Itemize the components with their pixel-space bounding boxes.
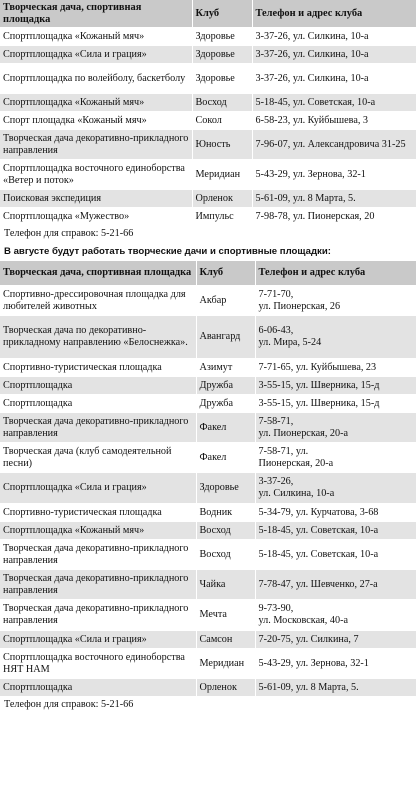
cell-club: Мечта xyxy=(196,600,255,631)
cell-venue: Спортплощадка «Мужество» xyxy=(0,208,192,226)
cell-contact: 3-55-15, ул. Шверника, 15-д xyxy=(255,395,416,413)
cell-contact: 9-73-90, ул. Московская, 40-а xyxy=(255,600,416,631)
cell-club: Здоровье xyxy=(196,473,255,504)
cell-contact: 3-37-26, ул. Силкина, 10-а xyxy=(252,28,416,46)
cell-contact: 6-58-23, ул. Куйбышева, 3 xyxy=(252,112,416,130)
table-row xyxy=(0,413,416,443)
section-title: В августе будут работать творческие дачи и спортивные площадки: xyxy=(0,243,416,261)
cell-contact: 7-98-78, ул. Пионерская, 20 xyxy=(252,208,416,226)
table-row xyxy=(0,600,416,631)
table-clubs-summer xyxy=(0,0,416,226)
cell-club: Факел xyxy=(196,413,255,443)
cell-contact: 7-20-75, ул. Силкина, 7 xyxy=(255,631,416,649)
cell-club: Дружба xyxy=(196,377,255,395)
cell-contact: 5-18-45, ул. Советская, 10-а xyxy=(255,540,416,570)
cell-venue: Спортплощадка «Кожаный мяч» xyxy=(0,28,192,46)
cell-contact: 5-43-29, ул. Зернова, 32-1 xyxy=(252,160,416,190)
cell-club: Меридиан xyxy=(196,649,255,679)
cell-club: Меридиан xyxy=(192,160,252,190)
table-clubs-august xyxy=(0,261,416,697)
cell-contact: 7-71-65, ул. Куйбышева, 23 xyxy=(255,359,416,377)
cell-contact: 7-58-71, ул. Пионерская, 20-а xyxy=(255,413,416,443)
cell-venue: Спортплощадка «Кожаный мяч» xyxy=(0,94,192,112)
cell-venue: Спортплощадка восточного единоборства НЯТ НАМ xyxy=(0,649,196,679)
table-row xyxy=(0,359,416,377)
cell-club: Орленок xyxy=(196,679,255,697)
table-row xyxy=(0,443,416,473)
table-row xyxy=(0,316,416,359)
cell-club: Здоровье xyxy=(192,28,252,46)
header-venue: Творческая дача, спортивная площадка xyxy=(0,261,196,286)
table-row xyxy=(0,160,416,190)
cell-venue: Творческая дача декоративно-прикладного направления xyxy=(0,570,196,600)
table-row xyxy=(0,94,416,112)
cell-club: Здоровье xyxy=(192,64,252,94)
cell-contact: 6-06-43, ул. Мира, 5-24 xyxy=(255,316,416,359)
cell-venue: Творческая дача декоративно-прикладного направления xyxy=(0,600,196,631)
table-row xyxy=(0,190,416,208)
cell-venue: Спортплощадка xyxy=(0,679,196,697)
cell-club: Восход xyxy=(196,522,255,540)
cell-venue: Спортивно-туристическая площадка xyxy=(0,504,196,522)
cell-venue: Спортплощадка восточного единоборства «Ветер и поток» xyxy=(0,160,192,190)
cell-club: Орленок xyxy=(192,190,252,208)
cell-venue: Спортивно-туристическая площадка xyxy=(0,359,196,377)
cell-club: Акбар xyxy=(196,286,255,316)
table-row xyxy=(0,46,416,64)
cell-venue: Спортплощадка «Кожаный мяч» xyxy=(0,522,196,540)
table-row xyxy=(0,649,416,679)
cell-contact: 5-34-79, ул. Курчатова, 3-68 xyxy=(255,504,416,522)
header-contact: Телефон и адрес клуба xyxy=(255,261,416,286)
cell-contact: 3-55-15, ул. Шверника, 15-д xyxy=(255,377,416,395)
cell-club: Азимут xyxy=(196,359,255,377)
cell-venue: Поисковая экспедиция xyxy=(0,190,192,208)
table-row xyxy=(0,377,416,395)
cell-club: Здоровье xyxy=(192,46,252,64)
table-row xyxy=(0,28,416,46)
cell-venue: Спортплощадка xyxy=(0,377,196,395)
cell-venue: Творческая дача (клуб самодеятельной песни) xyxy=(0,443,196,473)
cell-venue: Творческая дача декоративно-прикладного направления xyxy=(0,130,192,160)
table-row xyxy=(0,504,416,522)
cell-venue: Спортплощадка «Сила и грация» xyxy=(0,46,192,64)
table-row xyxy=(0,631,416,649)
cell-venue: Спортивно-дрессировочная площадка для любителей животных xyxy=(0,286,196,316)
table-row xyxy=(0,570,416,600)
table-row xyxy=(0,473,416,504)
cell-contact: 5-43-29, ул. Зернова, 32-1 xyxy=(255,649,416,679)
cell-contact: 5-61-09, ул. 8 Марта, 5. xyxy=(252,190,416,208)
cell-club: Восход xyxy=(192,94,252,112)
table-row xyxy=(0,395,416,413)
table-row xyxy=(0,112,416,130)
cell-club: Авангард xyxy=(196,316,255,359)
table-row xyxy=(0,540,416,570)
table-row xyxy=(0,286,416,316)
cell-contact: 7-78-47, ул. Шевченко, 27-а xyxy=(255,570,416,600)
table-row xyxy=(0,522,416,540)
cell-contact: 5-18-45, ул. Советская, 10-а xyxy=(252,94,416,112)
header-venue: Творческая дача, спортивная площадка xyxy=(0,0,192,28)
cell-venue: Спортплощадка «Сила и грация» xyxy=(0,631,196,649)
cell-contact: 3-37-26, ул. Силкина, 10-а xyxy=(252,64,416,94)
cell-club: Самсон xyxy=(196,631,255,649)
cell-club: Дружба xyxy=(196,395,255,413)
cell-venue: Спортплощадка xyxy=(0,395,196,413)
cell-club: Юность xyxy=(192,130,252,160)
cell-club: Чайка xyxy=(196,570,255,600)
cell-contact: 7-96-07, ул. Александровича 31-25 xyxy=(252,130,416,160)
cell-contact: 7-58-71, ул. Пионерская, 20-а xyxy=(255,443,416,473)
table-header-row xyxy=(0,261,416,286)
cell-venue: Спортплощадка «Сила и грация» xyxy=(0,473,196,504)
cell-venue: Творческая дача по декоративно-прикладному направлению «Белоснежка». xyxy=(0,316,196,359)
table-row xyxy=(0,64,416,94)
cell-club: Факел xyxy=(196,443,255,473)
table-row xyxy=(0,679,416,697)
reference-phone-note: Телефон для справок: 5-21-66 xyxy=(0,697,416,714)
cell-club: Восход xyxy=(196,540,255,570)
cell-venue: Спорт площадка «Кожаный мяч» xyxy=(0,112,192,130)
header-contact: Телефон и адрес клуба xyxy=(252,0,416,28)
table-row xyxy=(0,208,416,226)
cell-contact: 5-18-45, ул. Советская, 10-а xyxy=(255,522,416,540)
cell-venue: Спортплощадка по волейболу, баскетболу xyxy=(0,64,192,94)
table-row xyxy=(0,130,416,160)
cell-contact: 5-61-09, ул. 8 Марта, 5. xyxy=(255,679,416,697)
cell-club: Импульс xyxy=(192,208,252,226)
reference-phone-note: Телефон для справок: 5-21-66 xyxy=(0,226,416,243)
header-club: Клуб xyxy=(192,0,252,28)
cell-venue: Творческая дача декоративно-прикладного направления xyxy=(0,540,196,570)
cell-contact: 7-71-70, ул. Пионерская, 26 xyxy=(255,286,416,316)
cell-contact: 3-37-26, ул. Силкина, 10-а xyxy=(255,473,416,504)
table-header-row xyxy=(0,0,416,28)
cell-club: Водник xyxy=(196,504,255,522)
header-club: Клуб xyxy=(196,261,255,286)
cell-club: Сокол xyxy=(192,112,252,130)
cell-venue: Творческая дача декоративно-прикладного направления xyxy=(0,413,196,443)
cell-contact: 3-37-26, ул. Силкина, 10-а xyxy=(252,46,416,64)
